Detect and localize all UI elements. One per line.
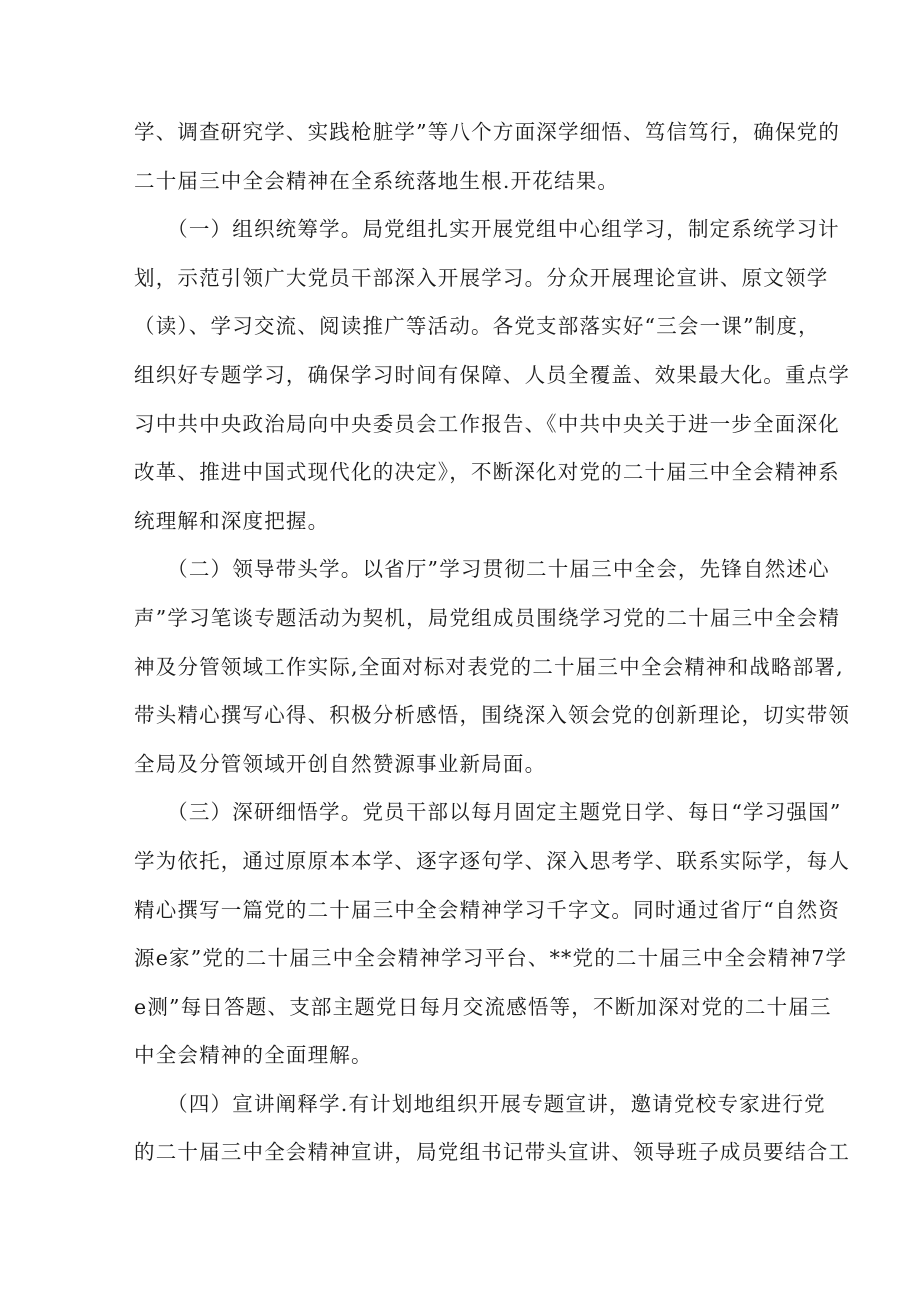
text-line: 改革、推进中国式现代化的决定》，不断深化对党的二十届三中全会精神系 bbox=[134, 460, 840, 485]
text-line: e测”每日答题、支部主题党日每月交流感悟等，不断加深对党的二十届三 bbox=[134, 994, 832, 1019]
paragraph-4-line: （四）宣讲阐释学.有计划地组织开展专题宣讲，邀请党校专家进行党 bbox=[134, 1091, 826, 1116]
text-line: 习中共中央政治局向中央委员会工作报告、《中共中央关于进一步全面深化 bbox=[134, 411, 840, 436]
document-body bbox=[134, 108, 851, 1177]
paragraph-2-line: （二）领导带头学。以省厅”学习贯彻二十届三中全会，先锋自然述心 bbox=[134, 557, 830, 582]
text-line: 带头精心撰写心得、积极分析感悟，围绕深入领会党的创新理论，切实带领 bbox=[134, 703, 851, 728]
text-line: 源e家”党的二十届三中全会精神学习平台、**党的二十届三中全会精神7学 bbox=[134, 946, 848, 971]
text-line: 学为依托，通过原原本本学、逐字逐句学、深入思考学、联系实际学，每人 bbox=[134, 848, 851, 873]
text-line: 二十届三中全会精神在全系统落地生根.开花结果。 bbox=[134, 168, 620, 193]
text-line: 中全会精神的全面理解。 bbox=[134, 1043, 373, 1068]
text-line: 学、调查研究学、实践枪脏学”等八个方面深学细悟、笃信笃行，确保党的 bbox=[134, 120, 841, 144]
text-line: 全局及分管领域开创自然赞源事业新局面。 bbox=[134, 751, 547, 776]
text-line: 统理解和深度把握。 bbox=[134, 508, 330, 533]
paragraph-1-line: （一）组织统筹学。局党组扎实开展党组中心组学习，制定系统学习计 bbox=[134, 217, 840, 242]
text-line: 精心撰写一篇党的二十届三中全会精神学习千字文。同时通过省厅“自然资 bbox=[134, 897, 841, 922]
text-line: 声”学习笔谈专题活动为契机，局党组成员围绕学习党的二十届三中全会精 bbox=[134, 605, 841, 630]
text-line: 组织好专题学习，确保学习时间有保障、人员全覆盖、效果最大化。重点学 bbox=[134, 362, 851, 387]
text-line: （读）、学习交流、阅读推广等活动。各党支部落实好“三会一课”制度， bbox=[134, 314, 820, 339]
text-line: 的二十届三中全会精神宣讲，局党组书记带头宣讲、领导班子成员要结合工 bbox=[134, 1140, 851, 1165]
text-line: 划，示范引领广大党员干部深入开展学习。分众开展理论宣讲、原文领学 bbox=[134, 265, 829, 290]
paragraph-3-line: （三）深研细悟学。党员干部以每月固定主题党日学、每日“学习强国” bbox=[134, 800, 842, 825]
text-line: 神及分管领域工作实际,全面对标对表党的二十届三中全会精神和战略部署, bbox=[134, 654, 844, 679]
